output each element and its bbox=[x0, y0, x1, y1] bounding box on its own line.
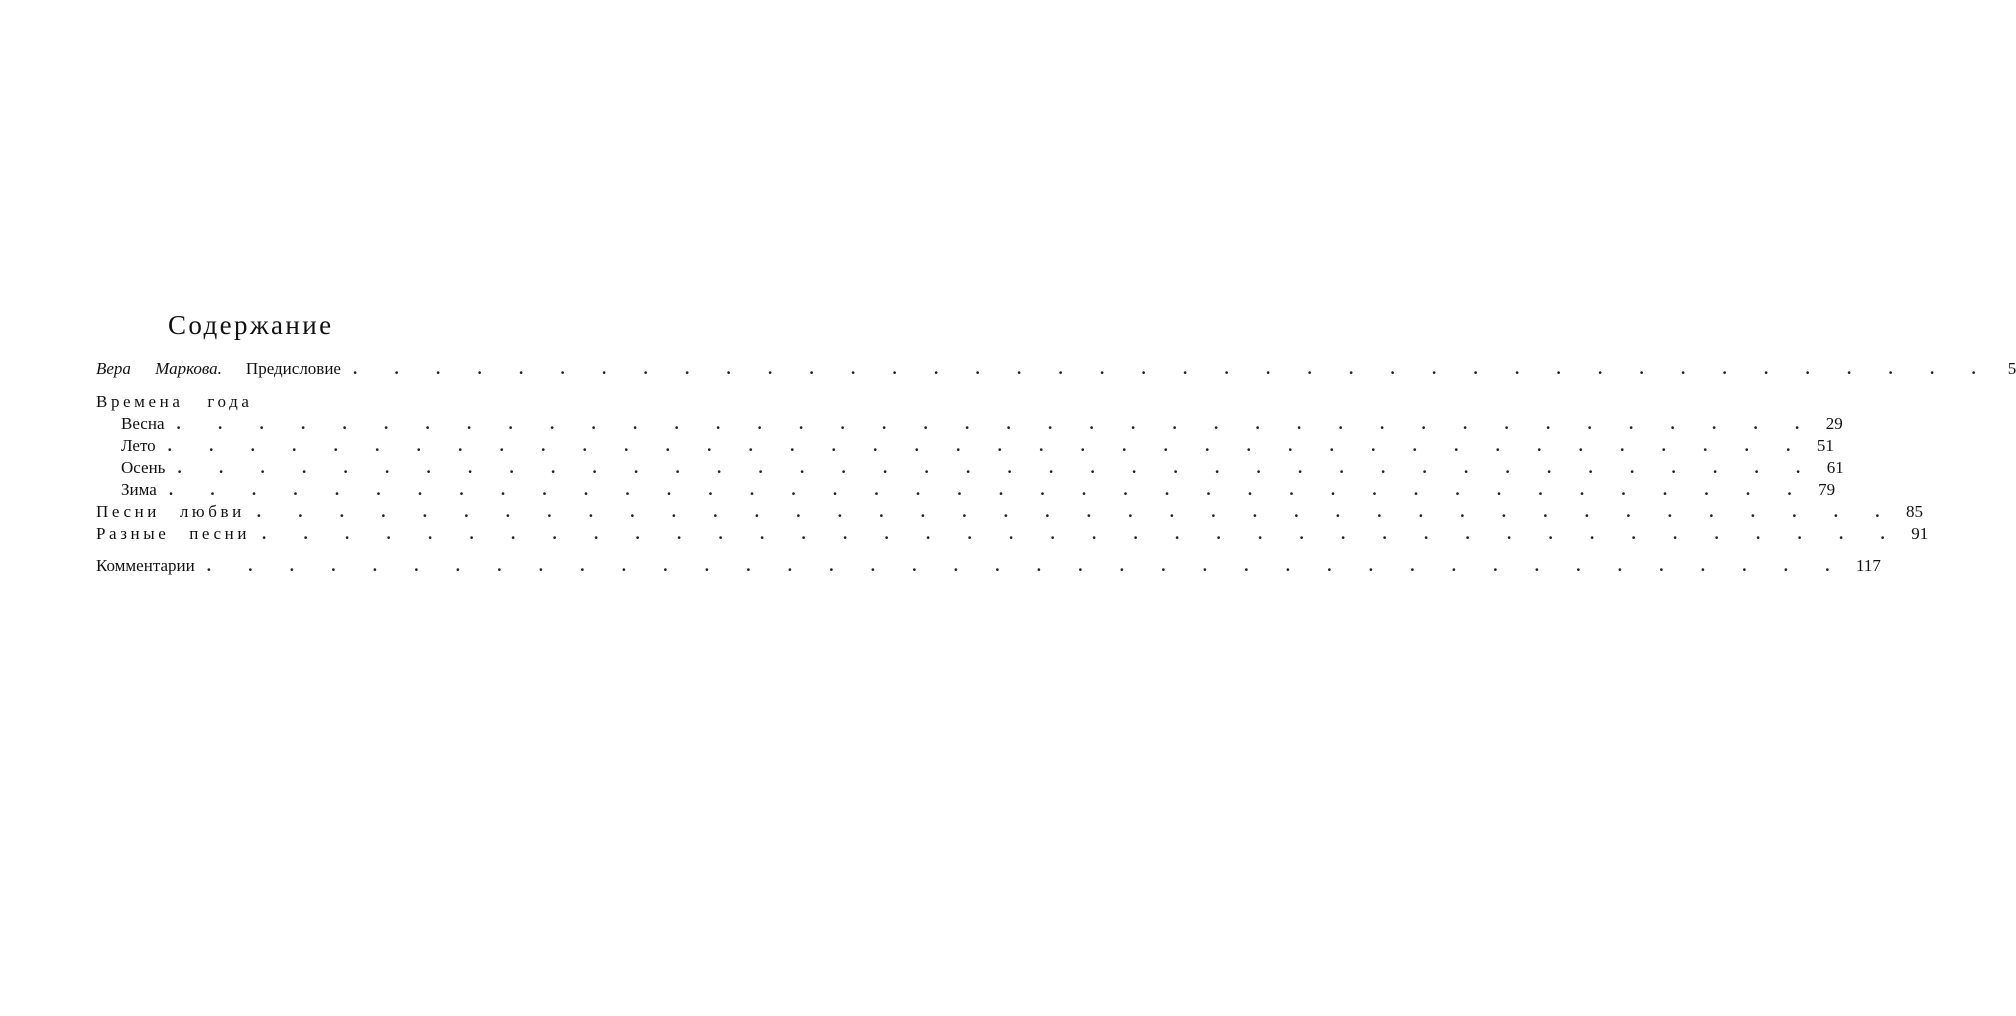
dot-leader: . . . . . . . . . . . . . . . . . . . . . . . . . . . . . . . . . . . . . . . . bbox=[262, 524, 1902, 543]
dot-leader: . . . . . . . . . . . . . . . . . . . . . . . . . . . . . . . . . . . . . . . . bbox=[168, 480, 1809, 499]
dot-leader: . . . . . . . . . . . . . . . . . . . . . . . . . . . . . . . . . . . . . . . . bbox=[352, 359, 1993, 378]
toc-entry-label: Лето bbox=[121, 436, 156, 455]
page-number: 85 bbox=[1906, 502, 1924, 521]
toc-entry-label: Осень bbox=[121, 458, 166, 477]
toc-entry-label: Комментарии bbox=[96, 556, 195, 575]
dot-leader: . . . . . . . . . . . . . . . . . . . . . . . . . . . . . . . . . . . . . . . . bbox=[167, 436, 1807, 455]
page-number: 91 bbox=[1911, 524, 1929, 543]
toc-entry-various-songs[interactable] bbox=[96, 523, 1929, 545]
page-title: Содержание bbox=[168, 310, 334, 340]
page-number: 5 bbox=[2007, 359, 2016, 378]
toc-entry-label: Весна bbox=[121, 414, 165, 433]
section-heading-seasons[interactable]: Времена года bbox=[96, 392, 253, 411]
page-number: 61 bbox=[1826, 458, 1844, 477]
toc-entry-label bbox=[96, 358, 341, 380]
toc-entry-love-songs[interactable] bbox=[96, 501, 1924, 523]
page-number: 117 bbox=[1855, 556, 1881, 575]
page-number: 29 bbox=[1825, 414, 1843, 433]
toc-entry-preface[interactable] bbox=[96, 358, 2016, 380]
preface-author: Вера Маркова. bbox=[96, 359, 222, 378]
page-number: 51 bbox=[1816, 436, 1834, 455]
toc-entry-winter[interactable] bbox=[121, 479, 1836, 501]
dot-leader: . . . . . . . . . . . . . . . . . . . . . . . . . . . . . . . . . . . . . . . . bbox=[176, 414, 1816, 433]
toc-entry-label: Зима bbox=[121, 480, 157, 499]
toc-entry-spring[interactable] bbox=[121, 413, 1843, 435]
dot-leader: . . . . . . . . . . . . . . . . . . . . . . . . . . . . . . . . . . . . . . . . bbox=[256, 502, 1897, 521]
toc-entry-summer[interactable] bbox=[121, 435, 1834, 457]
preface-label: Предисловие bbox=[245, 359, 341, 378]
toc-entry-comments[interactable] bbox=[96, 555, 1881, 577]
toc-entry-label: Песни любви bbox=[96, 502, 245, 521]
dot-leader: . . . . . . . . . . . . . . . . . . . . . . . . . . . . . . . . . . . . . . . . bbox=[206, 556, 1846, 575]
toc-entry-autumn[interactable] bbox=[121, 457, 1844, 479]
dot-leader: . . . . . . . . . . . . . . . . . . . . . . . . . . . . . . . . . . . . . . . . bbox=[177, 458, 1817, 477]
toc-entry-label: Разные песни bbox=[96, 524, 251, 543]
page-number: 79 bbox=[1818, 480, 1836, 499]
